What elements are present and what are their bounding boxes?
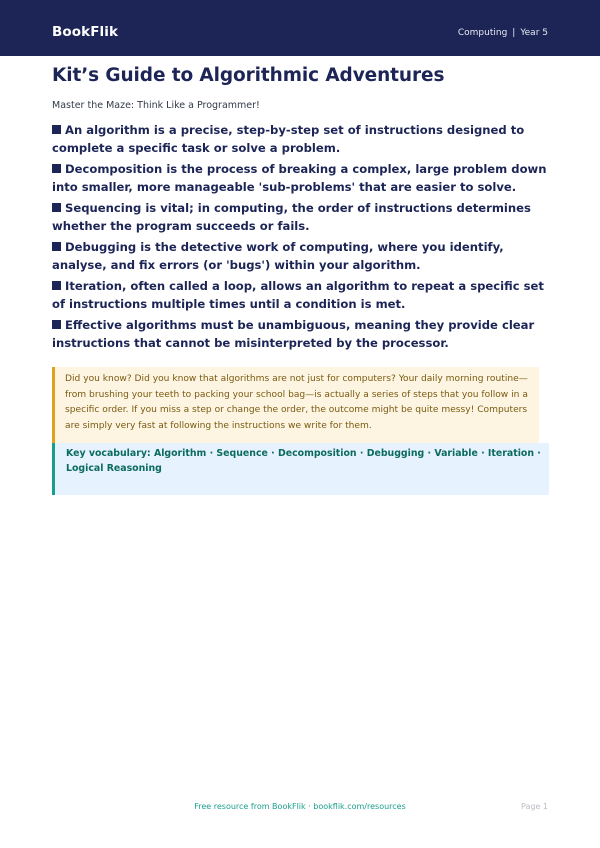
- page-title: Kit’s Guide to Algorithmic Adventures: [52, 65, 445, 86]
- footer-credit-link[interactable]: Free resource from BookFlik · bookflik.com/resources: [194, 802, 406, 811]
- list-item: [52, 316, 550, 352]
- square-bullet-icon: [52, 281, 61, 290]
- square-bullet-icon: [52, 203, 61, 212]
- meta-separator: |: [512, 28, 516, 38]
- list-item: [52, 277, 550, 313]
- square-bullet-icon: [52, 125, 61, 134]
- page-subtitle: Master the Maze: Think Like a Programmer!: [52, 100, 260, 111]
- list-item: [52, 238, 550, 274]
- header-meta: [458, 26, 548, 40]
- header-bar: [0, 0, 600, 56]
- key-points-list: [52, 121, 550, 355]
- list-item: [52, 121, 550, 157]
- point-text: Sequencing is vital; in computing, the order of instructions determines whether the program succeeds or fails.: [52, 201, 531, 233]
- year-label: Year 5: [520, 28, 548, 38]
- list-item: [52, 199, 550, 235]
- did-you-know-callout: Did you know? Did you know that algorithms are not just for computers? Your daily morning routine—from brushing your teeth to packing your school bag—is actually a series of steps that you follow in a specific order. If you miss a step or change the order, the outcome might be quite messy! Computers are simply very fast at following the instructions we write for them.: [52, 367, 539, 443]
- square-bullet-icon: [52, 320, 61, 329]
- point-text: Decomposition is the process of breaking a complex, large problem down into smaller, more manageable 'sub-problems' that are easier to solve.: [52, 162, 547, 194]
- key-vocabulary-box: Key vocabulary: Algorithm · Sequence · Decomposition · Debugging · Variable · Iteration · Logical Reasoning: [52, 443, 549, 495]
- page-number: Page 1: [521, 802, 548, 811]
- list-item: [52, 160, 550, 196]
- subject-label: Computing: [457, 28, 508, 38]
- square-bullet-icon: [52, 164, 61, 173]
- point-text: Iteration, often called a loop, allows an algorithm to repeat a specific set of instructions multiple times until a condition is met.: [52, 279, 544, 311]
- point-text: An algorithm is a precise, step-by-step set of instructions designed to complete a specific task or solve a problem.: [52, 123, 525, 155]
- point-text: Debugging is the detective work of computing, where you identify, analyse, and fix errors (or 'bugs') within your algorithm.: [52, 240, 504, 272]
- point-text: Effective algorithms must be unambiguous, meaning they provide clear instructions that cannot be misinterpreted by the processor.: [52, 318, 535, 350]
- brand-logo-text[interactable]: BookFlik: [52, 24, 119, 40]
- square-bullet-icon: [52, 242, 61, 251]
